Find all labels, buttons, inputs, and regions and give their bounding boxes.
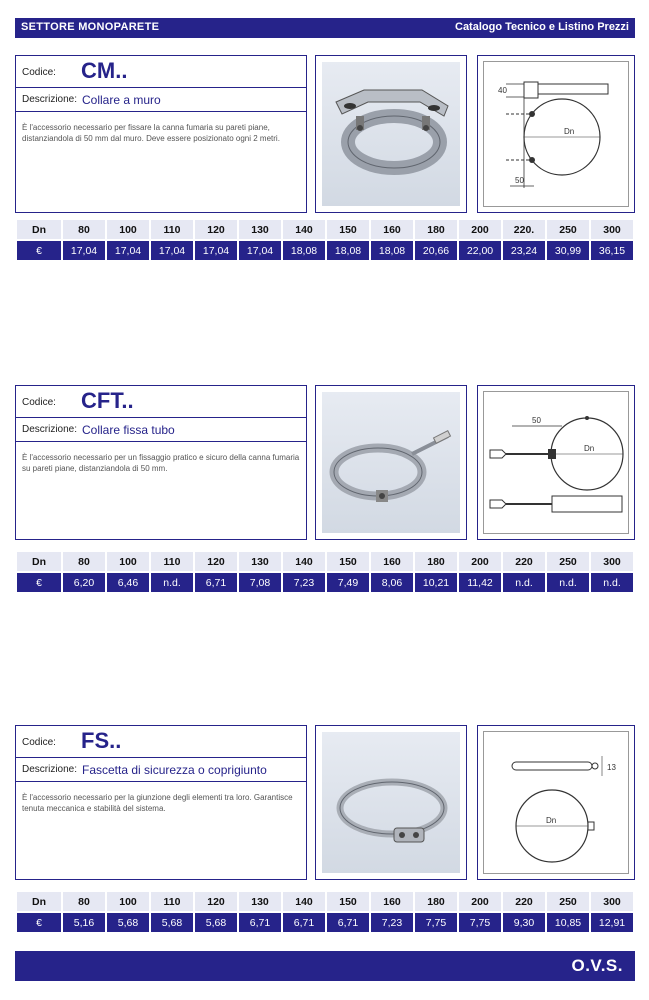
dim-offset: 50 bbox=[515, 176, 524, 185]
dn-cell: 200 bbox=[459, 892, 501, 911]
price-cell: 18,08 bbox=[283, 241, 325, 260]
code-row bbox=[16, 56, 306, 88]
price-cell: n.d. bbox=[547, 573, 589, 592]
price-cell: 7,23 bbox=[283, 573, 325, 592]
dn-cell: 110 bbox=[151, 220, 193, 239]
product-cm bbox=[15, 55, 635, 270]
product-text: È l'accessorio necessario per un fissaggio pratico e sicuro della canna fumaria su pareti piane, distanziandola di 50 mm. bbox=[22, 453, 300, 473]
price-cell: 10,21 bbox=[415, 573, 457, 592]
dn-cell: 200 bbox=[459, 552, 501, 571]
dn-cell: 80 bbox=[63, 892, 105, 911]
dn-cell: 250 bbox=[547, 220, 589, 239]
description-row bbox=[16, 88, 306, 112]
product-info-box bbox=[15, 725, 307, 880]
description-label: Descrizione: bbox=[22, 424, 78, 435]
price-row bbox=[17, 913, 633, 932]
price-cell: 5,68 bbox=[151, 913, 193, 932]
dn-cell: 300 bbox=[591, 552, 633, 571]
technical-drawing bbox=[477, 385, 635, 540]
code-row bbox=[16, 386, 306, 418]
dn-cell: 220 bbox=[503, 552, 545, 571]
price-cell: 7,75 bbox=[415, 913, 457, 932]
dn-cell: 150 bbox=[327, 552, 369, 571]
page-footer bbox=[15, 951, 635, 981]
price-cell: 8,06 bbox=[371, 573, 413, 592]
price-cell: 17,04 bbox=[239, 241, 281, 260]
dn-cell: 130 bbox=[239, 552, 281, 571]
technical-drawing bbox=[477, 55, 635, 213]
price-cell: 6,71 bbox=[239, 913, 281, 932]
dn-label: Dn bbox=[17, 220, 61, 239]
dn-cell: 180 bbox=[415, 220, 457, 239]
dn-label: Dn bbox=[17, 892, 61, 911]
dn-row bbox=[17, 220, 633, 239]
code-row bbox=[16, 726, 306, 758]
code-label: Codice: bbox=[22, 737, 56, 748]
product-description: Collare a muro bbox=[82, 93, 161, 107]
price-cell: 7,75 bbox=[459, 913, 501, 932]
price-row bbox=[17, 573, 633, 592]
description-label: Descrizione: bbox=[22, 94, 78, 105]
price-cell: 5,68 bbox=[195, 913, 237, 932]
dn-row bbox=[17, 552, 633, 571]
price-cell: 9,30 bbox=[503, 913, 545, 932]
product-code: FS.. bbox=[81, 728, 122, 753]
cft-drawing bbox=[484, 392, 630, 535]
dim-diameter: Dn bbox=[564, 127, 575, 136]
product-text: È l'accessorio necessario per fissare la canna fumaria su pareti piane, distanziandola di 50 mm dal muro. Deve essere posizionato ogni 2 metri. bbox=[22, 123, 280, 143]
price-cell: 11,42 bbox=[459, 573, 501, 592]
price-cell: 6,71 bbox=[195, 573, 237, 592]
dim-diameter: Dn bbox=[584, 444, 595, 453]
product-fs bbox=[15, 725, 635, 940]
dn-cell: 80 bbox=[63, 220, 105, 239]
dn-cell: 110 bbox=[151, 552, 193, 571]
euro-label: € bbox=[17, 913, 61, 932]
safety-clamp-image bbox=[322, 732, 462, 875]
dn-cell: 110 bbox=[151, 892, 193, 911]
dn-cell: 160 bbox=[371, 552, 413, 571]
product-description: Collare fissa tubo bbox=[82, 423, 175, 437]
price-cell: 18,08 bbox=[327, 241, 369, 260]
price-cell: n.d. bbox=[151, 573, 193, 592]
dn-cell: 100 bbox=[107, 220, 149, 239]
dn-row bbox=[17, 892, 633, 911]
dn-cell: 140 bbox=[283, 220, 325, 239]
euro-label: € bbox=[17, 241, 61, 260]
dn-cell: 220. bbox=[503, 220, 545, 239]
price-cell: 6,46 bbox=[107, 573, 149, 592]
dn-cell: 250 bbox=[547, 552, 589, 571]
brand-name: O.V.S. bbox=[571, 956, 623, 975]
price-cell: 17,04 bbox=[107, 241, 149, 260]
dn-cell: 300 bbox=[591, 220, 633, 239]
price-cell: 17,04 bbox=[63, 241, 105, 260]
dn-cell: 160 bbox=[371, 892, 413, 911]
product-text: È l'accessorio necessario per la giunzione degli elementi tra loro. Garantisce tenuta meccanica e stabilità del sistema. bbox=[22, 793, 293, 813]
price-cell: 12,91 bbox=[591, 913, 633, 932]
price-cell: 6,71 bbox=[283, 913, 325, 932]
price-cell: 6,20 bbox=[63, 573, 105, 592]
price-row bbox=[17, 241, 633, 260]
description-row bbox=[16, 758, 306, 782]
dn-cell: 150 bbox=[327, 892, 369, 911]
dn-cell: 180 bbox=[415, 552, 457, 571]
dn-cell: 150 bbox=[327, 220, 369, 239]
price-table bbox=[15, 890, 635, 934]
dn-cell: 160 bbox=[371, 220, 413, 239]
price-cell: 7,49 bbox=[327, 573, 369, 592]
dn-cell: 80 bbox=[63, 552, 105, 571]
pipe-collar-image bbox=[322, 392, 462, 535]
dn-cell: 120 bbox=[195, 892, 237, 911]
product-photo bbox=[315, 385, 467, 540]
wall-collar-image bbox=[322, 62, 462, 208]
price-cell: n.d. bbox=[591, 573, 633, 592]
dn-cell: 120 bbox=[195, 220, 237, 239]
product-photo bbox=[315, 55, 467, 213]
price-cell: 6,71 bbox=[327, 913, 369, 932]
dn-cell: 130 bbox=[239, 220, 281, 239]
price-table bbox=[15, 550, 635, 594]
price-cell: 17,04 bbox=[151, 241, 193, 260]
dn-cell: 180 bbox=[415, 892, 457, 911]
dn-cell: 300 bbox=[591, 892, 633, 911]
price-cell: 5,16 bbox=[63, 913, 105, 932]
page-header bbox=[15, 18, 635, 38]
dim-height: 40 bbox=[498, 86, 507, 95]
dn-cell: 130 bbox=[239, 892, 281, 911]
product-description: Fascetta di sicurezza o coprigiunto bbox=[82, 763, 267, 777]
price-cell: 18,08 bbox=[371, 241, 413, 260]
dn-cell: 250 bbox=[547, 892, 589, 911]
price-cell: 5,68 bbox=[107, 913, 149, 932]
dn-cell: 140 bbox=[283, 552, 325, 571]
price-cell: n.d. bbox=[503, 573, 545, 592]
price-table bbox=[15, 218, 635, 262]
code-label: Codice: bbox=[22, 397, 56, 408]
price-cell: 30,99 bbox=[547, 241, 589, 260]
description-label: Descrizione: bbox=[22, 764, 78, 775]
dn-cell: 220 bbox=[503, 892, 545, 911]
code-label: Codice: bbox=[22, 67, 56, 78]
euro-label: € bbox=[17, 573, 61, 592]
price-cell: 7,23 bbox=[371, 913, 413, 932]
product-info-box bbox=[15, 385, 307, 540]
dn-label: Dn bbox=[17, 552, 61, 571]
dim-diameter: Dn bbox=[546, 816, 557, 825]
price-cell: 36,15 bbox=[591, 241, 633, 260]
price-cell: 7,08 bbox=[239, 573, 281, 592]
product-code: CFT.. bbox=[81, 388, 134, 413]
price-cell: 20,66 bbox=[415, 241, 457, 260]
catalog-subtitle: Catalogo Tecnico e Listino Prezzi bbox=[455, 21, 629, 33]
product-photo bbox=[315, 725, 467, 880]
dn-cell: 120 bbox=[195, 552, 237, 571]
product-cft bbox=[15, 385, 635, 600]
technical-drawing bbox=[477, 725, 635, 880]
section-title: SETTORE MONOPARETE bbox=[21, 21, 160, 33]
dim-offset: 50 bbox=[532, 416, 541, 425]
cm-drawing bbox=[484, 62, 630, 208]
product-code: CM.. bbox=[81, 58, 128, 83]
price-cell: 10,85 bbox=[547, 913, 589, 932]
fs-drawing bbox=[484, 732, 630, 875]
dim-height: 13 bbox=[607, 763, 616, 772]
dn-cell: 100 bbox=[107, 552, 149, 571]
dn-cell: 200 bbox=[459, 220, 501, 239]
dn-cell: 140 bbox=[283, 892, 325, 911]
price-cell: 22,00 bbox=[459, 241, 501, 260]
price-cell: 17,04 bbox=[195, 241, 237, 260]
product-info-box bbox=[15, 55, 307, 213]
description-row bbox=[16, 418, 306, 442]
price-cell: 23,24 bbox=[503, 241, 545, 260]
dn-cell: 100 bbox=[107, 892, 149, 911]
